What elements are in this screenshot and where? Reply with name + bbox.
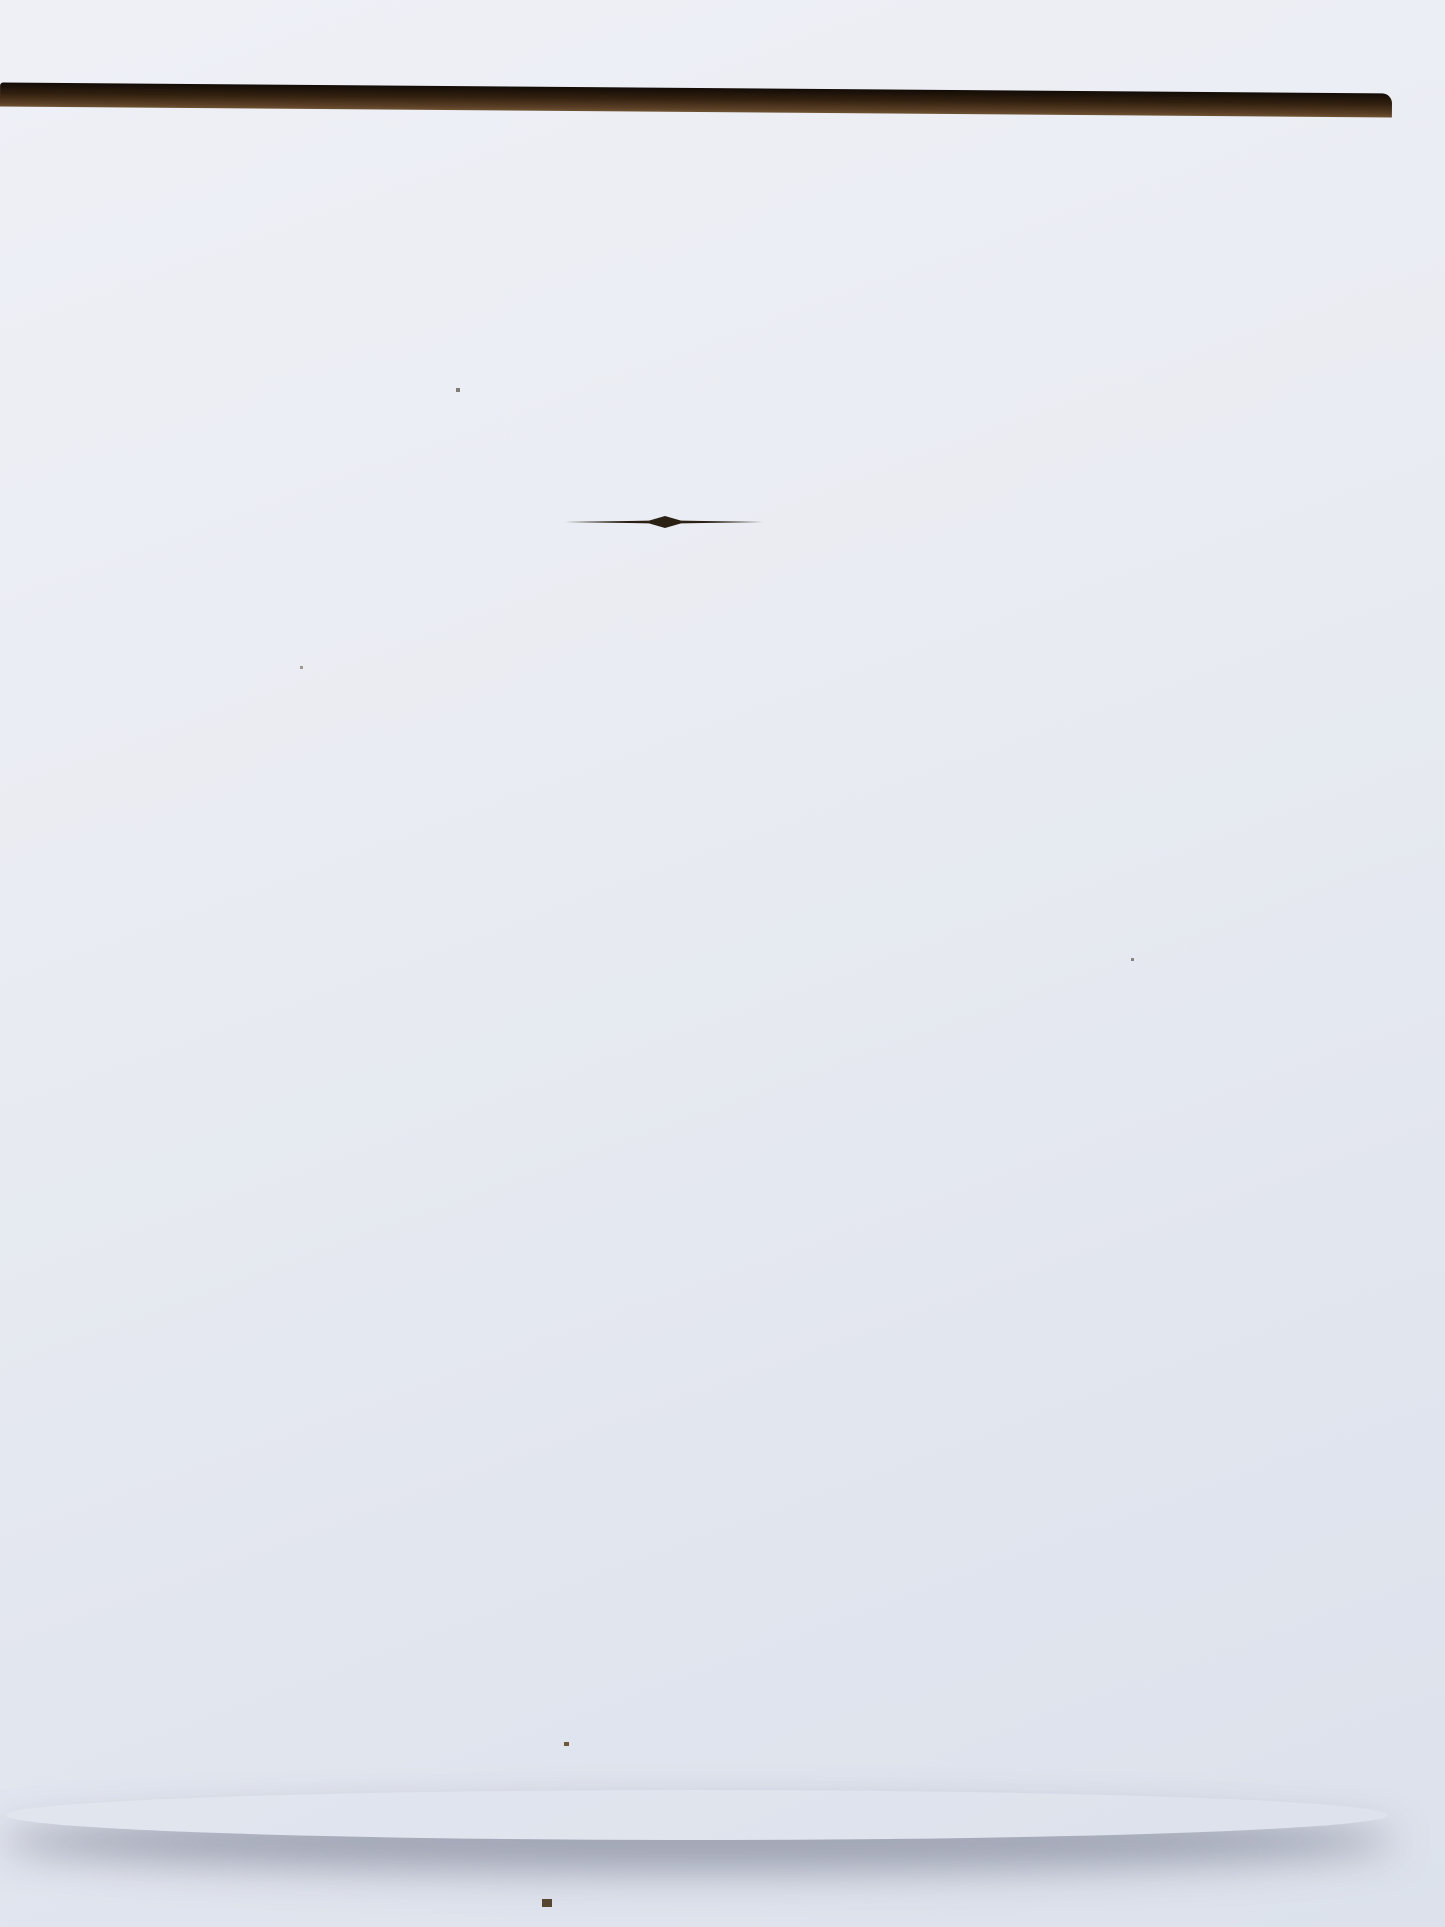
- background-scratch: [1363, 885, 1441, 1154]
- dust-speck: [456, 388, 460, 392]
- ghost-margin-band-left: [0, 760, 94, 1412]
- ghost-paragraph-band: [0, 0, 438, 268]
- ghost-paragraph-band: [0, 682, 1278, 760]
- ghost-margin-band-right: [0, 1412, 140, 1927]
- dust-speck: [542, 1899, 552, 1907]
- ghost-paragraph-band: [0, 544, 1278, 612]
- background-scratch: [303, 1833, 488, 1880]
- ghost-paragraph-band: [0, 268, 458, 544]
- dust-speck: [300, 666, 303, 669]
- book-bottom-cover-edge: [0, 1789, 1392, 1831]
- dust-speck: [1131, 958, 1134, 961]
- dust-speck: [564, 1742, 569, 1746]
- ghost-paragraph-band: [0, 612, 1278, 682]
- diamond-rule-ornament-icon: [565, 515, 765, 529]
